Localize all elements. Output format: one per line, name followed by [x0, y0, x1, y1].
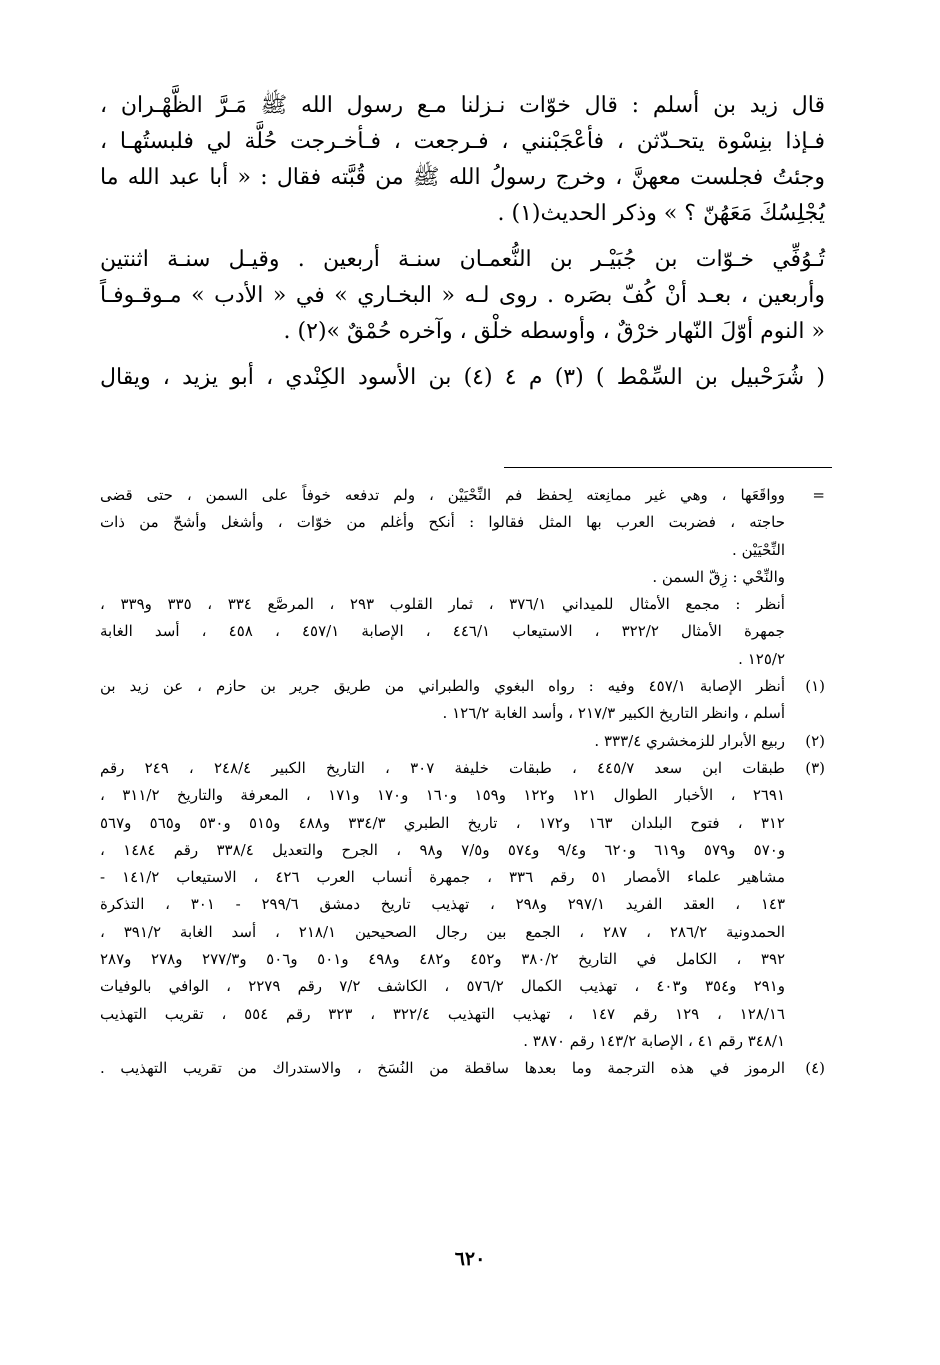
- footnote-text: ١٢٨/١٦ ، ١٢٩ رقم ١٤٧ ، تهذيب التهذيب ٣٢٢/٤ ، ٣٢٣ رقم ٥٥٤ ، تقريب التهذيب: [100, 1004, 785, 1023]
- footnote-text: ١٤٣ ، العقد الفريد ٢٩٧/١ و٢٩٨ ، تهذيب تاريخ دمشق ٢٩٩/٦ - ٣٠١ ، التذكرة: [100, 895, 786, 914]
- footnote-line: [100, 837, 825, 864]
- footnote-mark: (٢): [805, 731, 825, 750]
- footnote-line: [100, 1028, 825, 1055]
- main-line: ( شُرَحْبيل بن السِّمْط ) (٣) م ٤ (٤) بن الأسود الكِنْدي ، أبو يزيد ، ويقال: [100, 365, 825, 390]
- footnote-text: أنظر : مجمع الأمثال للميداني ٣٧٦/١ ، ثمار القلوب ٢٩٣ ، المرصَّع ٣٣٤ ، ٣٣٥ و٣٣٩ ،: [100, 595, 785, 614]
- footnote-line: [100, 728, 825, 755]
- main-line: تُـوُفِّي خـوّات بن جُبَيْـر بن النُّعمـان سنـة أربعين . وقيـل سنـة اثنتين: [100, 247, 825, 272]
- footnote-line: [100, 973, 825, 1000]
- footnote-line: [100, 618, 825, 645]
- footnote-text: أسلم ، وانظر التاريخ الكبير ٢١٧/٣ ، وأسد الغابة ١٢٦/٢ .: [442, 704, 785, 723]
- footnote-text: و٥٧٠ و٥٧٩ و٦١٩ و٦٢٠ و٩/٤ و٥٧٤ و٧/٥ و٩٨ ، الجرح والتعديل ٣٣٨/٤ رقم ١٤٨٤ ،: [100, 840, 786, 859]
- footnote-line: [100, 591, 825, 618]
- footnote-text: أنظر الإصابة ٤٥٧/١ وفيه : رواه البغوي والطبراني من طريق جرير بن حازم ، عن زيد بن: [100, 677, 785, 696]
- footnote-text: ٣٤٨/١ رقم ٤١ ، الإصابة ١٤٣/٢ رقم ٣٨٧٠ .: [523, 1031, 785, 1050]
- footnote-line: [100, 946, 825, 973]
- main-line: فـإذا بنِسْوة يتحـدّثن ، فأعْجَبْنني ، فـرجعت ، فـأخـرجت حُلَّة لي فلبستُهـا ،: [100, 129, 825, 154]
- footnote-text: مشاهير علماء الأمصار ٥١ رقم ٣٣٦ ، جمهرة أنساب العرب ٤٢٦ ، الاستيعاب ١٤١/٢ -: [100, 868, 786, 887]
- footnote-text: حاجته ، فضربت العرب بها المثل فقالوا : أنكح وأغلم من خوّات ، وأشغل وأشحّ من ذات: [100, 513, 785, 532]
- footnote-separator: [504, 467, 832, 468]
- footnote-text: وواقَعَها ، وهي غير ممانِعته لِحفظ فم النِّحْيَيْن ، ولم تدفعه خوفاً على السمن ، حتى قضى: [100, 486, 785, 504]
- footnote-line: [100, 509, 825, 536]
- footnote-line: [100, 891, 825, 918]
- footnote-text: ربيع الأبرار للزمخشري ٣٣٣/٤ .: [594, 731, 785, 750]
- main-text: [100, 88, 825, 396]
- footnote-line: [100, 919, 825, 946]
- footnote-mark: (٣): [805, 758, 825, 777]
- footnote-line: [100, 1001, 825, 1028]
- footnote-line: [100, 537, 825, 564]
- footnote-line: [100, 700, 825, 727]
- footnote-text: ١٢٥/٢ .: [738, 649, 785, 668]
- footnote-line: [100, 673, 825, 700]
- footnote-line: [100, 755, 825, 782]
- main-line: وجئتُ فجلست معهنَّ ، وخرج رسولُ الله ﷺ من قُبَّته فقال : « أبا عبد الله ما: [100, 165, 825, 190]
- footnote-line: [100, 564, 825, 591]
- footnote-text: طبقات ابن سعد ٤٤٥/٧ ، طبقات خليفة ٣٠٧ ، التاريخ الكبير ٢٤٨/٤ ، ٢٤٩ رقم: [100, 758, 785, 777]
- footnote-text: الحمدونية ٢٨٦/٢ ، ٢٨٧ ، الجمع بين رجال الصحيحين ٢١٨/١ ، أسد الغابة ٣٩١/٢ ،: [100, 922, 785, 941]
- footnote-line: [100, 810, 825, 837]
- footnote-text: ٣٩٢ ، الكامل في التاريخ ٣٨٠/٢ و٤٥٢ و٤٨٢ و٤٩٨ و٥٠١ و٥٠٦ و٢٧٧/٣ و٢٧٨ و٢٨٧: [100, 950, 786, 969]
- main-line: « النوم أوّلَ النّهار خرْقٌ ، وأوسطه خلْق ، وآخره حُمْقٌ »(٢) .: [283, 319, 825, 344]
- footnote-text: و٢٩١ و٣٥٤ و٤٠٣ ، تهذيب الكمال ٥٧٦/٢ ، الكاشف ٧/٢ رقم ٢٢٧٩ ، الوافي بالوفيات: [100, 977, 786, 996]
- footnote-line: [100, 782, 825, 809]
- footnote-text: النِّحْيَيْن .: [732, 540, 785, 559]
- footnote-line: [100, 1055, 825, 1082]
- footnote-text: ٢٦٩١ ، الأخبار الطوال ١٢١ و١٢٢ و١٥٩ و١٦٠ و١٧٠ و١٧١ ، المعرفة والتاريخ ٣١١/٢ ،: [100, 786, 786, 805]
- main-line: وأربعين ، بعـد أنْ كُفّ بصَره . روى لـه « البخـاري » في « الأدب » مـوقـوفـاً: [100, 283, 825, 308]
- main-line: قال زيد بن أسلم : قال خوّات نـزلنا مـع رسول الله ﷺ مَـرَّ الظَّهْـران ،: [100, 93, 825, 118]
- footnote-text: جمهرة الأمثال ٣٢٢/٢ ، الاستيعاب ٤٤٦/١ ، الإصابة ٤٥٧/١ ، ٤٥٨ ، أسد الغابة: [100, 622, 785, 641]
- footnote-mark: (١): [805, 677, 825, 696]
- footnote-line: [100, 482, 825, 509]
- footnotes: [100, 482, 825, 1083]
- footnote-mark: (٤): [805, 1059, 825, 1078]
- footnote-line: [100, 646, 825, 673]
- main-line: يُجْلِسُكَ مَعَهُنّ ؟ » وذكر الحديث(١) .: [497, 201, 825, 226]
- footnote-line: [100, 864, 825, 891]
- footnote-text: ٣١٢ ، فتوح البلدان ١٦٣ و١٧٢ ، تاريخ الطبري ٣٣٤/٣ و٤٨٨ و٥١٥ و٥٣٠ و٥٦٥ و٥٦٧: [100, 813, 785, 832]
- footnote-text: الرموز في هذه الترجمة وما بعدها ساقطة من النُسَخ ، والاستدراك من تقريب التهذيب .: [100, 1059, 785, 1078]
- page-number: ٦٢٠: [454, 1248, 486, 1270]
- footnote-text: والنِّحْي : زِقّ السمن .: [652, 567, 785, 586]
- footnote-mark: =: [812, 486, 825, 504]
